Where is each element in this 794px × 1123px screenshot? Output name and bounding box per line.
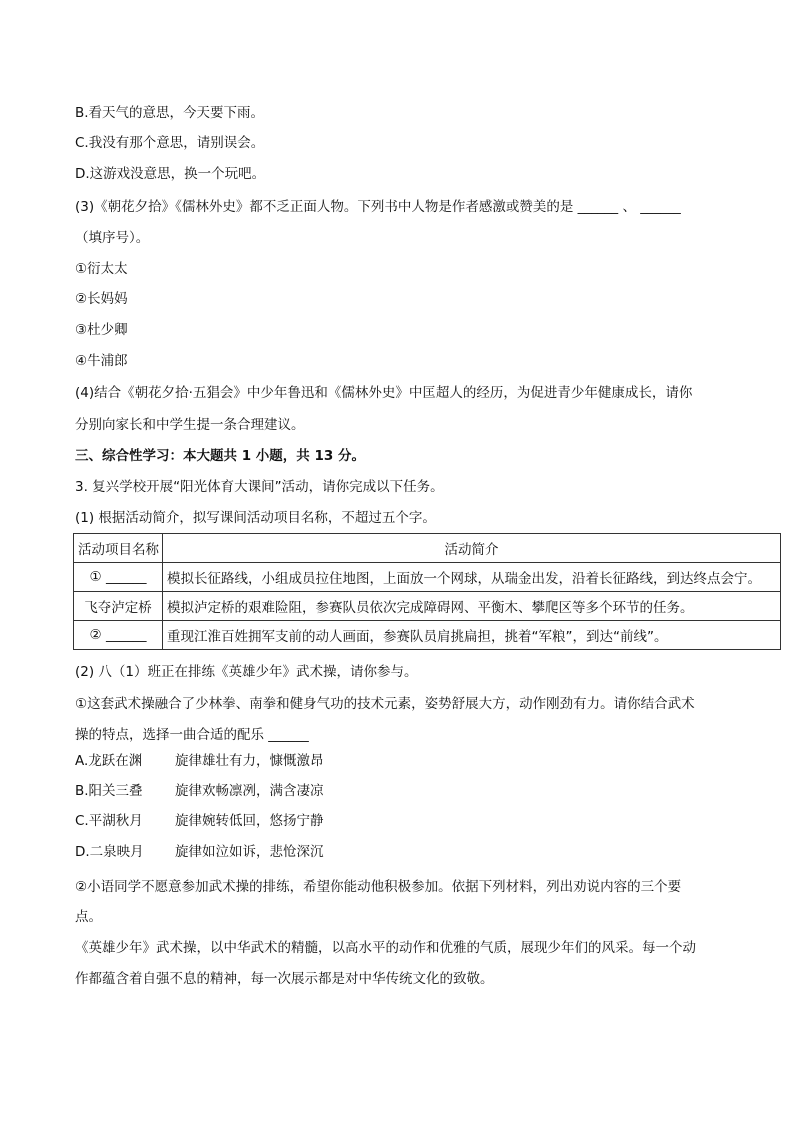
- table-cell: 模拟长征路线，小组成员拉住地图，上面放一个网球，从瑞金出发，沿着长征路线，到达终点会宁。: [163, 563, 781, 592]
- subquestion-2: (2) 八（1）班正在排练《英雄少年》武术操，请你参与。: [75, 664, 418, 680]
- music-option-desc: 旋律欢畅凛冽，满含凄凉: [175, 783, 324, 799]
- question-4-stem: (4)结合《朝花夕拾·五猖会》中少年鲁迅和《儒林外史》中匡超人的经历，为促进青少年健康成长，请你: [75, 385, 693, 401]
- table-header: 活动项目名称: [74, 534, 163, 563]
- person-option-2: ②长妈妈: [75, 291, 128, 307]
- task-2-stem-cont: 点。: [75, 909, 102, 925]
- person-option-4: ④牛浦郎: [75, 353, 128, 369]
- task-2-stem: ②小语同学不愿意参加武术操的排练，希望你能动他积极参加。依据下列材料，列出劝说内容的三个要: [75, 879, 682, 895]
- task-1-stem-cont: 操的特点，选择一曲合适的配乐 ______: [75, 727, 309, 743]
- table-cell: 飞夺泸定桥: [74, 592, 163, 621]
- music-option-label: D.二泉映月: [75, 844, 144, 860]
- music-option: [75, 751, 324, 771]
- task-1-stem: ①这套武术操融合了少林拳、南拳和健身气功的技术元素，姿势舒展大方，动作刚劲有力。请你结合武术: [75, 696, 695, 712]
- table-cell: ① ______: [74, 563, 163, 592]
- music-option: [75, 842, 324, 862]
- option-d: D.这游戏没意思，换一个玩吧。: [75, 166, 266, 182]
- music-option-desc: 旋律如泣如诉，悲怆深沉: [175, 844, 324, 860]
- music-option: [75, 781, 324, 801]
- option-b: B.看天气的意思，今天要下雨。: [75, 105, 265, 121]
- activity-table: [73, 533, 781, 650]
- table-cell: ② ______: [74, 621, 163, 650]
- person-option-3: ③杜少卿: [75, 322, 128, 338]
- question-4-stem-cont: 分别向家长和中学生提一条合理建议。: [75, 417, 305, 433]
- table-header-row: [74, 534, 781, 563]
- question-3-main: 3. 复兴学校开展“阳光体育大课间”活动，请你完成以下任务。: [75, 479, 444, 495]
- music-option-label: B.阳关三叠: [75, 783, 143, 799]
- table-row: [74, 621, 781, 650]
- section-3-heading: 三、综合性学习：本大题共 1 小题，共 13 分。: [75, 448, 365, 464]
- material-text-cont: 作都蕴含着自强不息的精神，每一次展示都是对中华传统文化的致敬。: [75, 971, 494, 987]
- music-option-label: C.平湖秋月: [75, 813, 143, 829]
- option-c: C.我没有那个意思，请别误会。: [75, 135, 265, 151]
- table-cell: 模拟泸定桥的艰难险阻，参赛队员依次完成障碍网、平衡木、攀爬区等多个环节的任务。: [163, 592, 781, 621]
- material-text: 《英雄少年》武术操，以中华武术的精髓，以高水平的动作和优雅的气质，展现少年们的风采。每一个动: [75, 940, 696, 956]
- table-row: [74, 592, 781, 621]
- table-header: 活动简介: [163, 534, 781, 563]
- table-row: [74, 563, 781, 592]
- question-3-stem-cont: （填序号）。: [75, 230, 150, 246]
- music-option-label: A.龙跃在渊: [75, 753, 143, 769]
- subquestion-1: (1) 根据活动简介，拟写课间活动项目名称，不超过五个字。: [75, 510, 436, 526]
- person-option-1: ①衍太太: [75, 261, 128, 277]
- music-option: [75, 811, 324, 831]
- music-option-desc: 旋律婉转低回，悠扬宁静: [175, 813, 324, 829]
- music-option-desc: 旋律雄壮有力，慷慨激昂: [175, 753, 324, 769]
- table-cell: 重现江淮百姓拥军支前的动人画面，参赛队员肩挑扁担，挑着“军粮”，到达“前线”。: [163, 621, 781, 650]
- question-3-stem: (3)《朝花夕拾》《儒林外史》都不乏正面人物。下列书中人物是作者感激或赞美的是 ______ 、 ______: [75, 199, 681, 215]
